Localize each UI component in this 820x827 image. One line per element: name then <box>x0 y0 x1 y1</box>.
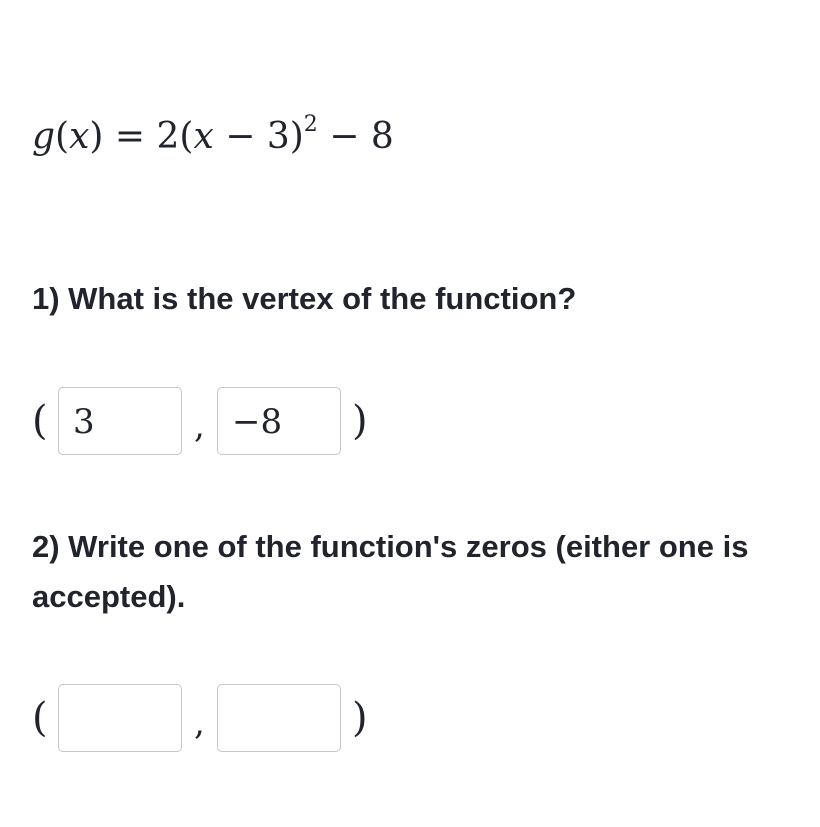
zero-x-input[interactable] <box>58 684 182 752</box>
comma: , <box>194 703 205 743</box>
coefficient: 2 <box>156 116 180 157</box>
open-paren: ( <box>32 398 48 444</box>
question-2-text: 2) Write one of the function's zeros (either one is accepted). <box>32 529 749 614</box>
comma: , <box>194 406 205 446</box>
inner-variable: x <box>193 116 214 157</box>
horizontal-shift: 3 <box>266 116 290 157</box>
vertex-x-input[interactable]: 3 <box>58 387 182 455</box>
function-variable: x <box>69 116 90 157</box>
function-name: g <box>32 116 56 157</box>
close-paren: ) <box>352 695 368 741</box>
close-paren: ) <box>352 398 368 444</box>
vertical-shift: 8 <box>370 116 394 157</box>
open-paren: ( <box>32 695 48 741</box>
zero-answer-row <box>30 684 390 756</box>
function-formula: $g(x) = 2(x - 3)^2 - 8$ <box>32 112 394 157</box>
vertex-y-input[interactable]: −8 <box>217 387 341 455</box>
question-1-text: 1) What is the vertex of the function? <box>32 281 577 316</box>
exponent: 2 <box>303 112 318 137</box>
vertex-answer-row <box>30 387 390 459</box>
zero-y-input[interactable] <box>217 684 341 752</box>
